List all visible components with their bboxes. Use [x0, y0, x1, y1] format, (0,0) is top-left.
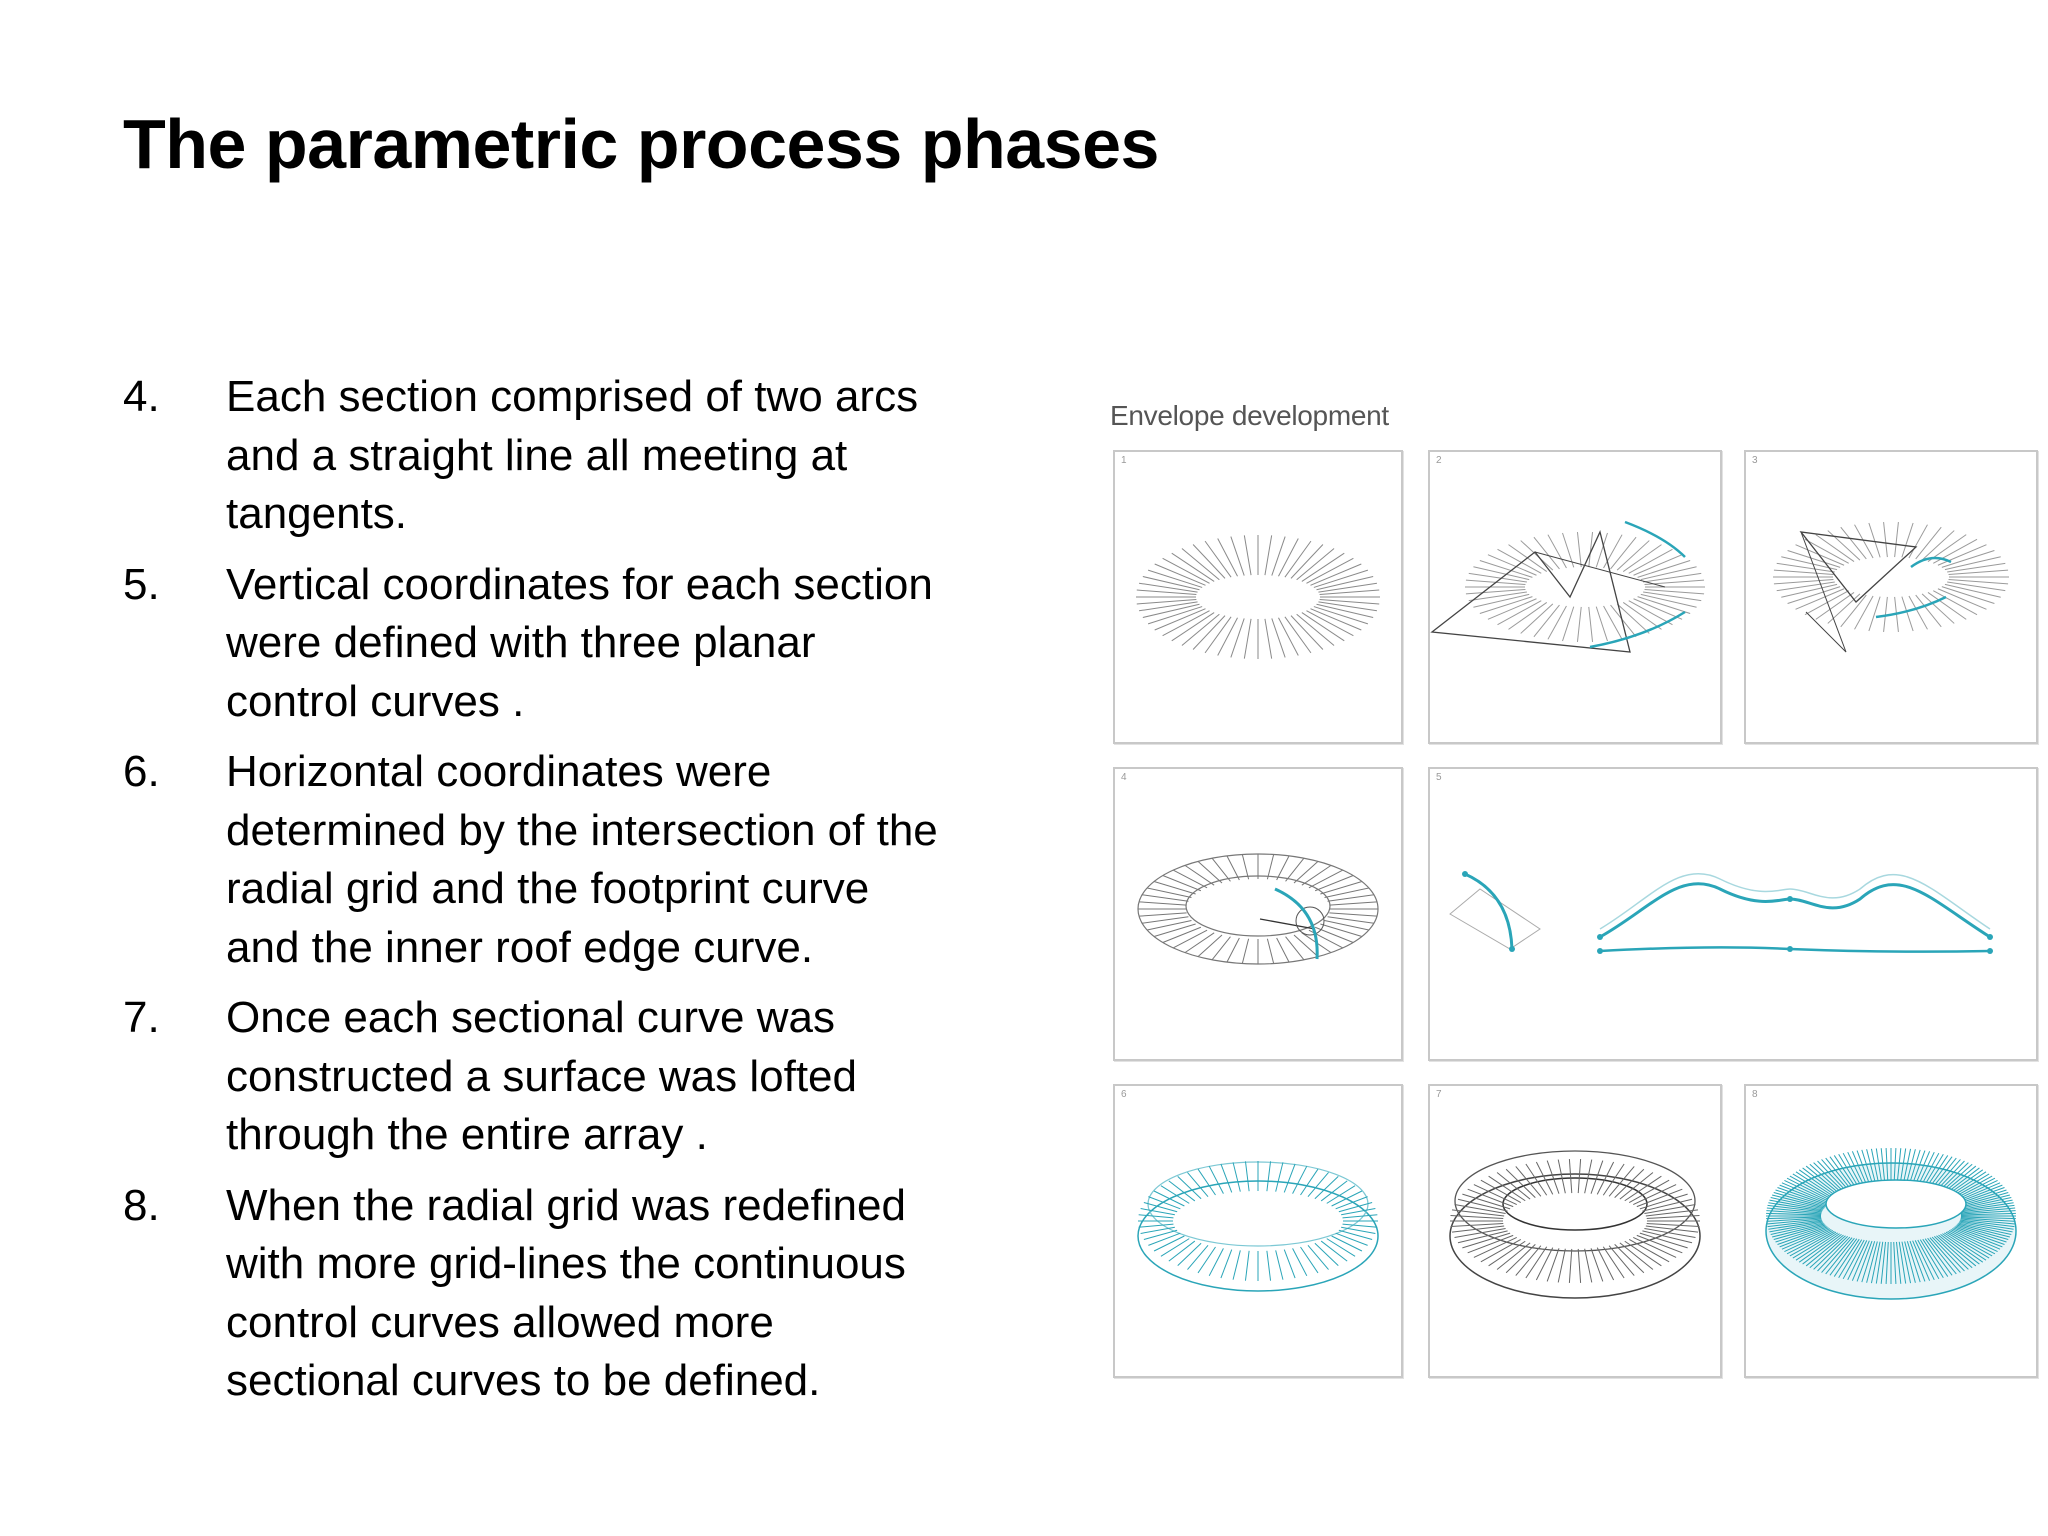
step-line: Horizontal coordinates were [226, 747, 772, 796]
step-line: Each section comprised of two arcs [226, 372, 919, 421]
planar-curves-drawing [1430, 769, 2036, 1059]
control-curves-drawing [1430, 452, 1720, 742]
panel-number: 2 [1436, 455, 1442, 466]
step-line: determined by the intersection of the [226, 805, 938, 855]
panel-5-planar-curves [1428, 767, 2038, 1061]
step-number: 8. [123, 1180, 160, 1230]
step-line: radial grid and the footprint curve [226, 864, 870, 913]
step-line: through the entire array . [226, 1110, 708, 1159]
panel-number: 5 [1436, 772, 1442, 783]
sections-array-drawing [1115, 1086, 1401, 1376]
panel-7-lofted-surface [1428, 1084, 1722, 1378]
step-line: tangents. [226, 489, 408, 538]
step-text [226, 368, 1083, 544]
step-text [226, 743, 1083, 977]
control-curves-drawing-2 [1746, 452, 2036, 742]
panel-2-control-curves [1428, 450, 1722, 744]
step-text [226, 1177, 1083, 1411]
step-line: with more grid-lines the continuous [226, 1239, 906, 1288]
step-number: 6. [123, 747, 160, 796]
panel-number: 3 [1752, 455, 1758, 466]
panel-number: 4 [1121, 772, 1127, 783]
step-line: control curves allowed more [226, 1297, 774, 1347]
step-item [123, 743, 1083, 977]
panel-1-radial-grid [1113, 450, 1403, 744]
section-drawing [1115, 769, 1401, 1059]
envelope-development-figure [1108, 400, 2038, 1380]
step-line: Once each sectional curve was [226, 993, 835, 1042]
refined-grid-drawing [1746, 1086, 2036, 1376]
step-number: 4. [123, 372, 160, 421]
panel-3-control-curves [1744, 450, 2038, 744]
step-line: Vertical coordinates for each section [226, 559, 933, 609]
step-line: sectional curves to be defined. [226, 1356, 821, 1405]
step-line: and a straight line all meeting at [226, 430, 848, 480]
step-item [123, 1177, 1083, 1411]
steps-list [123, 368, 1083, 1423]
step-line: and the inner roof edge curve. [226, 922, 814, 972]
figure-title: Envelope development [1110, 400, 1389, 431]
step-text [226, 989, 1083, 1165]
step-number: 7. [123, 993, 160, 1042]
panel-8-refined-grid [1744, 1084, 2038, 1378]
lofted-surface-drawing [1430, 1086, 1720, 1376]
panel-number: 6 [1121, 1089, 1127, 1100]
step-text [226, 556, 1083, 732]
step-number: 5. [123, 559, 160, 609]
panel-6-sections-array [1113, 1084, 1403, 1378]
step-item [123, 368, 1083, 544]
step-item [123, 556, 1083, 732]
step-line: constructed a surface was lofted [226, 1051, 857, 1101]
slide-title: The parametric process phases [123, 105, 1159, 183]
panel-number: 7 [1436, 1089, 1442, 1100]
step-line: control curves . [226, 676, 525, 726]
panel-number: 8 [1752, 1089, 1758, 1100]
step-line: When the radial grid was redefined [226, 1180, 906, 1230]
radial-grid-drawing [1115, 452, 1401, 742]
panel-4-section [1113, 767, 1403, 1061]
panel-number: 1 [1121, 455, 1127, 466]
step-item [123, 989, 1083, 1165]
step-line: were defined with three planar [226, 618, 816, 667]
